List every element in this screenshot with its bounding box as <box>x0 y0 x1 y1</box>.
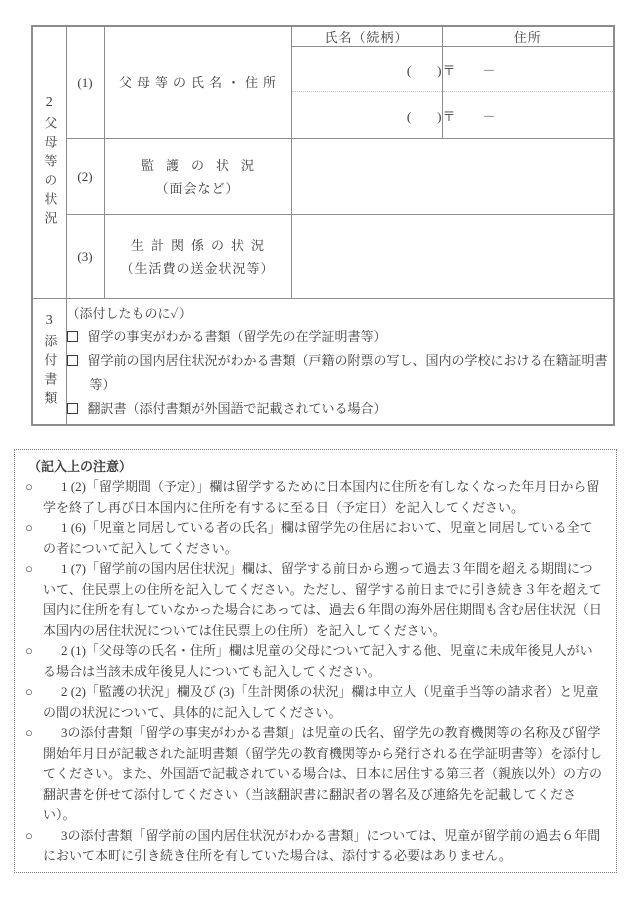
note-item-3-text: 1 (7)「留学前の国内居住状況」欄は、留学する前日から遡って過去３年間を超える期間について、住民票上の住所を記入してください。ただし、留学する前日までに引き続き３年を超えて国内に住所を有していなかった場合にあっては、過去６年間の海外居住期間も含む居住状況（日本国内の居住状況については住民票上の住所）を記入してください。 <box>43 561 602 638</box>
note-item-6-text: 3の添付書類「留学の事実がわかる書類」は児童の氏名、留学先の教育機関等の名称及び留学開始年月日が記載された証明書類（留学先の教育機関等から発行される在学証明書等）を添付してください。また、外国語で記載されている場合は、日本に居住する第三者（親族以外）の方の翻訳書を併せて添付してください（当該翻訳書に翻訳者の署名及び連絡先を記載してください）。 <box>43 725 603 822</box>
section2-title: 父母等の状況 <box>42 116 58 230</box>
checkbox-icon[interactable] <box>67 403 78 414</box>
section2-number: 2 <box>45 95 53 110</box>
attachment-item-1[interactable] <box>67 325 614 349</box>
attachments-content-cell <box>66 299 614 425</box>
note-item-3 <box>25 559 604 641</box>
livelihood-entry-area[interactable] <box>291 215 614 299</box>
postal-mark-icon: 〒 <box>442 62 456 78</box>
circle-bullet-icon: ○ <box>25 561 33 576</box>
circle-bullet-icon: ○ <box>25 684 33 699</box>
attachments-instruction: （添付したものに✓） <box>66 305 192 321</box>
custody-entry-area[interactable] <box>291 139 614 215</box>
row1-number-cell: (1) <box>66 26 104 139</box>
attachment-item-3[interactable] <box>67 397 614 421</box>
address-input-cell-1[interactable] <box>442 47 614 92</box>
address-column-header: 住所 <box>442 26 614 47</box>
section3-number: 3 <box>45 312 53 328</box>
row2-label-line1: 監護の状況 <box>140 157 266 173</box>
notes-title: （記入上の注意） <box>28 459 133 474</box>
row3-label-cell <box>104 215 291 299</box>
note-item-1-text: 1 (2)「留学期間（予定）」欄は留学するために日本国内に住所を有しなくなった年月日から留学を終了し再び日本国内に住所を有するに至る日（予定日）を記入してください。 <box>43 479 600 515</box>
circle-bullet-icon: ○ <box>25 479 33 494</box>
name-column-header: 氏名（続柄） <box>291 26 442 47</box>
section3-header-cell <box>32 299 66 425</box>
postal-dash: － <box>482 62 496 78</box>
section2-header-cell <box>32 26 66 299</box>
circle-bullet-icon: ○ <box>25 827 33 843</box>
circle-bullet-icon: ○ <box>25 520 33 535</box>
name-placeholder-1: ( ) <box>406 62 442 78</box>
note-item-5-text: 2 (2)「監護の状況」欄及び (3)「生計関係の状況」欄は申立人（児童手当等の請求者）と児童の間の状況について、具体的に記入してください。 <box>43 684 599 720</box>
note-item-2 <box>25 518 604 559</box>
attachment-item-1-label: 留学の事実がわかる書類（留学先の在学証明書等） <box>87 328 387 344</box>
row3-label-line2: （生活費の送金状況等） <box>120 260 275 276</box>
row1-label: 父母等の氏名・住所 <box>118 75 281 90</box>
attachment-item-3-label: 翻訳書（添付書類が外国語で記載されている場合） <box>87 400 387 416</box>
row3-number-cell: (3) <box>66 215 104 299</box>
name-placeholder-2: ( ) <box>406 108 442 124</box>
circle-bullet-icon: ○ <box>25 725 33 740</box>
parents-status-table <box>31 25 615 426</box>
row2-label-line2: （面会など） <box>155 180 240 196</box>
attachment-item-2-label: 留学前の国内居住状況がわかる書類（戸籍の附票の写し、国内の学校における在籍証明書等） <box>87 352 608 392</box>
postal-dash: － <box>482 108 496 124</box>
attachment-item-2[interactable] <box>67 349 614 397</box>
note-item-7-text: 3の添付書類「留学前の国内居住状況がわかる書類」については、児童が留学前の過去６年間において本町に引き続き住所を有していた場合は、添付する必要はありません。 <box>43 827 601 863</box>
checkbox-icon[interactable] <box>67 331 78 342</box>
checkbox-icon[interactable] <box>67 355 78 366</box>
row2-label-cell <box>104 139 291 215</box>
note-item-1 <box>25 477 604 518</box>
row2-number-cell: (2) <box>66 139 104 215</box>
filling-notes-box <box>14 449 617 873</box>
note-item-7 <box>25 826 604 867</box>
name-input-cell-2[interactable] <box>291 92 442 139</box>
note-item-4-text: 2 (1)「父母等の氏名・住所」欄は児童の父母について記入する他、児童に未成年後見人がいる場合は当該未成年後見人についても記入してください。 <box>43 643 593 679</box>
address-input-cell-2[interactable] <box>442 92 614 139</box>
note-item-6 <box>25 723 604 826</box>
note-item-4 <box>25 641 604 682</box>
circle-bullet-icon: ○ <box>25 643 33 658</box>
row3-label-line1: 生計関係の状況 <box>130 237 271 253</box>
note-item-2-text: 1 (6)「児童と同居している者の氏名」欄は留学先の住居において、児童と同居している全ての者について記入してください。 <box>43 520 593 556</box>
section3-title: 添付書類 <box>42 333 58 410</box>
note-item-5 <box>25 682 604 723</box>
name-input-cell-1[interactable] <box>291 47 442 92</box>
postal-mark-icon: 〒 <box>442 108 456 124</box>
row1-label-cell <box>104 26 291 139</box>
